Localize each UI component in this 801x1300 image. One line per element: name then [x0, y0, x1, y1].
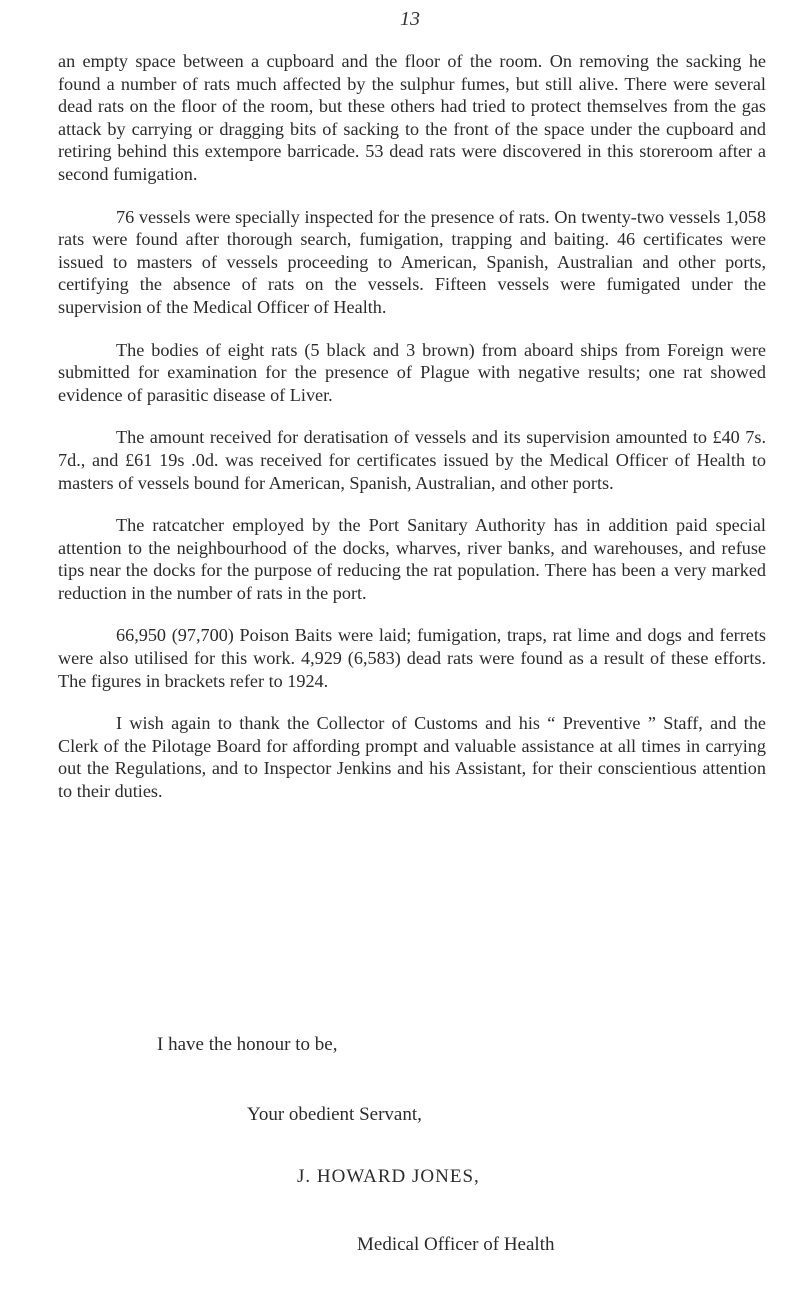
paragraph-plague-examination: The bodies of eight rats (5 black and 3 brown) from aboard ships from Foreign were submitted for examination for the presence of Plague with negative results; one rat showed evidence of parasitic disease of Liver. — [58, 339, 766, 405]
paragraph-poison-baits: 66,950 (97,700) Poison Baits were laid; fumigation, traps, rat lime and dogs and ferrets were also utilised for this work. 4,929 (6,583) dead rats were found as a result of these efforts. The figures in brackets refer to 1924. — [58, 625, 766, 691]
body-text — [58, 50, 766, 823]
page-number: 13 — [400, 8, 420, 30]
signatory-name: J. HOWARD JONES, — [297, 1166, 480, 1187]
paragraph-storeroom-rats: an empty space between a cupboard and the floor of the room. On removing the sacking he found a number of rats much affected by the sulphur fumes, but still alive. There were several dead rats on the floor of the room, but these others had tried to protect themselves from the gas attack by carrying or dragging bits of sacking to the front of the space under the cupboard and retiring behind this extempore barricade. 53 dead rats were discovered in this storeroom after a second fumigation. — [58, 51, 766, 184]
paragraph-acknowledgements: I wish again to thank the Collector of Customs and his “ Preventive ” Staff, and the Clerk of the Pilotage Board for affording prompt and valuable assistance at all times in carrying out the Regulations, and to Inspector Jenkins and his Assistant, for their conscientious attention to their duties. — [58, 713, 766, 802]
paragraph-ratcatcher: The ratcatcher employed by the Port Sanitary Authority has in addition paid special attention to the neighbourhood of the docks, wharves, river banks, and warehouses, and refuse tips near the docks for the purpose of reducing the rat population. There has been a very marked reduction in the number of rats in the port. — [58, 515, 766, 603]
closing-greeting: I have the honour to be, — [157, 1034, 338, 1055]
paragraph-deratisation-amount: The amount received for deratisation of vessels and its supervision amounted to £40 7s. 7d., and £61 19s .0d. was received for certificates issued by the Medical Officer of Health to masters of vessels bound for American, Spanish, Australian, and other ports. — [58, 427, 766, 493]
closing-servant: Your obedient Servant, — [247, 1104, 422, 1125]
signatory-title: Medical Officer of Health — [357, 1234, 555, 1255]
paragraph-vessels-inspected: 76 vessels were specially inspected for the presence of rats. On twenty-two vessels 1,058 rats were found after thorough search, fumigation, trapping and baiting. 46 certificates were issued to masters of vessels proceeding to American, Spanish, Australian and other ports, certifying the absence of rats on the vessels. Fifteen vessels were fumigated under the supervision of the Medical Officer of Health. — [58, 206, 766, 317]
